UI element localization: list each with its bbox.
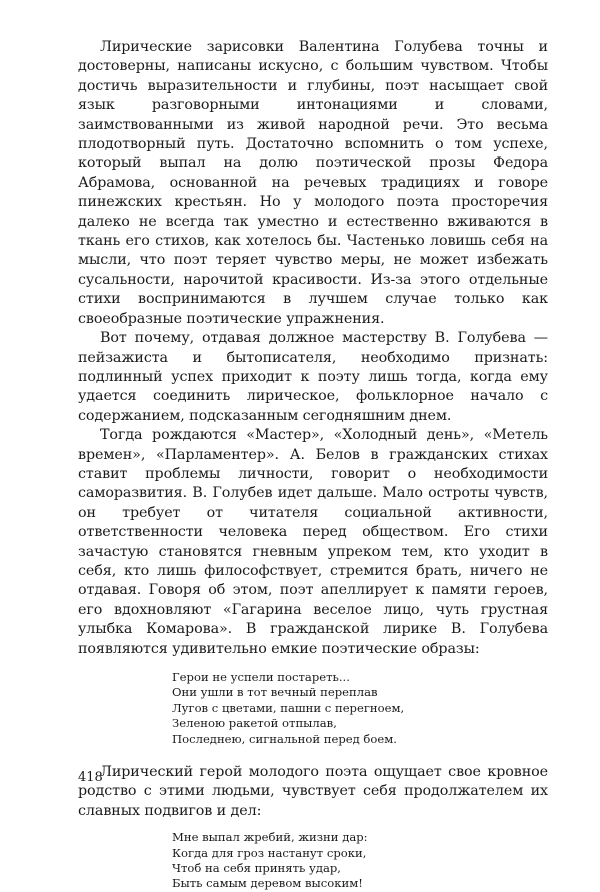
page-number: 418 bbox=[78, 770, 103, 785]
poem-line: Когда для гроз настанут сроки, bbox=[172, 845, 367, 860]
poem-quote-1 bbox=[172, 670, 548, 747]
paragraph-2: Вот почему, отдавая должное мастерству В. Голубева — пейзажиста и бытописателя, необходимо признать: подлинный успех приходит к поэту лишь тогда, когда ему удается соединить лирическое, фольклорное начало с содержанием, подсказанным сегодняшним днем. bbox=[78, 330, 548, 424]
poem-line: Мне выпал жребий, жизни дар: bbox=[172, 830, 368, 845]
paragraph-1: Лирические зарисовки Валентина Голубева точны и достоверны, написаны искусно, с большим чувством. Чтобы достичь выразительности и глубины, поэт насыщает свой язык разговорными интонациями и словами, заимствованными из живой народной речи. Это весьма плодотворный путь. Достаточно вспомнить о том успехе, который выпал на долю поэтической прозы Федора Абрамова, основанной на речевых традициях и говоре пинежских крестьян. Но у молодого поэта просторечия далеко не всегда так уместно и естественно вживаются в ткань его стихов, как хотелось бы. Частенько ловишь себя на мысли, что поэт теряет чувство меры, не может избежать сусальности, нарочитой красивости. Из-за этого отдельные стихи воспринимаются в лучшем случае только как своеобразные поэтические упражнения. bbox=[78, 39, 548, 327]
poem-line: Последнею, сигнальной перед боем. bbox=[172, 731, 397, 746]
poem-line: Быть самым деревом высоким! bbox=[172, 876, 363, 891]
poem-quote-2 bbox=[172, 830, 548, 892]
page-body bbox=[78, 38, 548, 892]
poem-line: Герои не успели постареть... bbox=[172, 670, 350, 684]
poem-line: Чтоб на себя принять удар, bbox=[172, 861, 341, 876]
paragraph-3: Тогда рождаются «Мастер», «Холодный день», «Метель времен», «Парламентер». А. Белов в гражданских стихах ставит проблемы личности, говорит о необходимости саморазвития. В. Голубев идет дальше. Мало остроты чувств, он требует от читателя социальной активности, ответственности человека перед обществом. Его стихи зачастую становятся гневным упреком тем, кто уходит в себя, кто лишь философствует, стремится брать, ничего не отдавая. Говоря об этом, поэт апеллирует к памяти героев, его вдохновляют «Гагарина веселое лицо, чуть грустная улыбка Комарова». В гражданской лирике В. Голубева появляются удивительно емкие поэтические образы: bbox=[78, 427, 548, 657]
poem-line: Лугов с цветами, пашни с перегноем, bbox=[172, 700, 405, 715]
poem-line: Они ушли в тот вечный переплав bbox=[172, 685, 378, 700]
paragraph-4: Лирический герой молодого поэта ощущает свое кровное родство с этими людьми, чувствует себя продолжателем их славных подвигов и дел: bbox=[78, 764, 548, 819]
poem-line: Зеленою ракетой отпылав, bbox=[172, 716, 337, 731]
